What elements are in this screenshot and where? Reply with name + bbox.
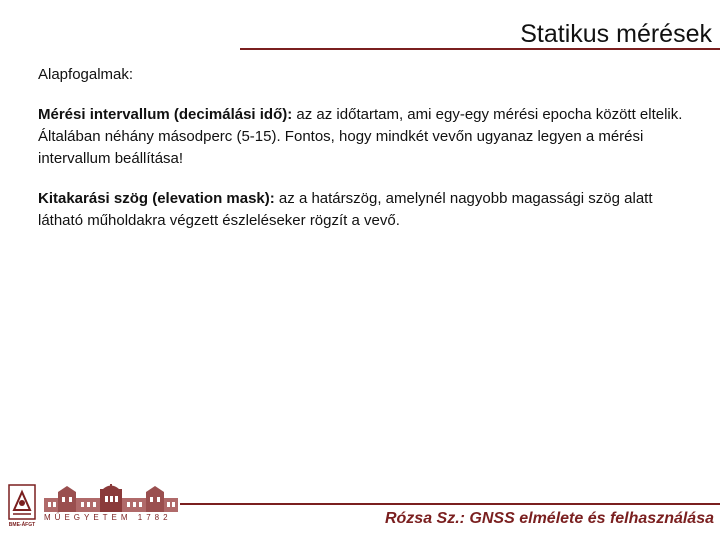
footer [0, 480, 720, 540]
footer-text: Rózsa Sz.: GNSS elmélete és felhasználása [384, 510, 714, 527]
footer-rule [180, 503, 720, 505]
term-interval: Mérési intervallum (decimálási idő): [38, 106, 293, 123]
logo-label: MŰEGYETEM 1782 [44, 513, 172, 522]
slide-title: Statikus mérések [520, 20, 712, 48]
paragraph-interval [38, 104, 688, 170]
content-heading: Alapfogalmak: [38, 66, 134, 83]
text-interval: az az időtartam, ami egy-egy mérési epocha között eltelik. Általában néhány másodperc (5-15). Fontos, hogy mindkét vevőn ugyanaz legyen a mérési intervallum beállítása! [38, 106, 683, 167]
text-elevation-mask: az a határszög, amelynél nagyobb magassági szög alatt látható műholdakra végzett észleléseker rögzít a vevő. [38, 190, 653, 229]
content-area [38, 64, 688, 250]
department-emblem-icon [8, 484, 36, 520]
university-building-icon [44, 484, 178, 512]
logo-small-label: BME-ÁFGT [8, 522, 36, 528]
term-elevation-mask: Kitakarási szög (elevation mask): [38, 190, 275, 207]
paragraph-elevation-mask [38, 188, 688, 232]
title-rule [240, 48, 720, 50]
